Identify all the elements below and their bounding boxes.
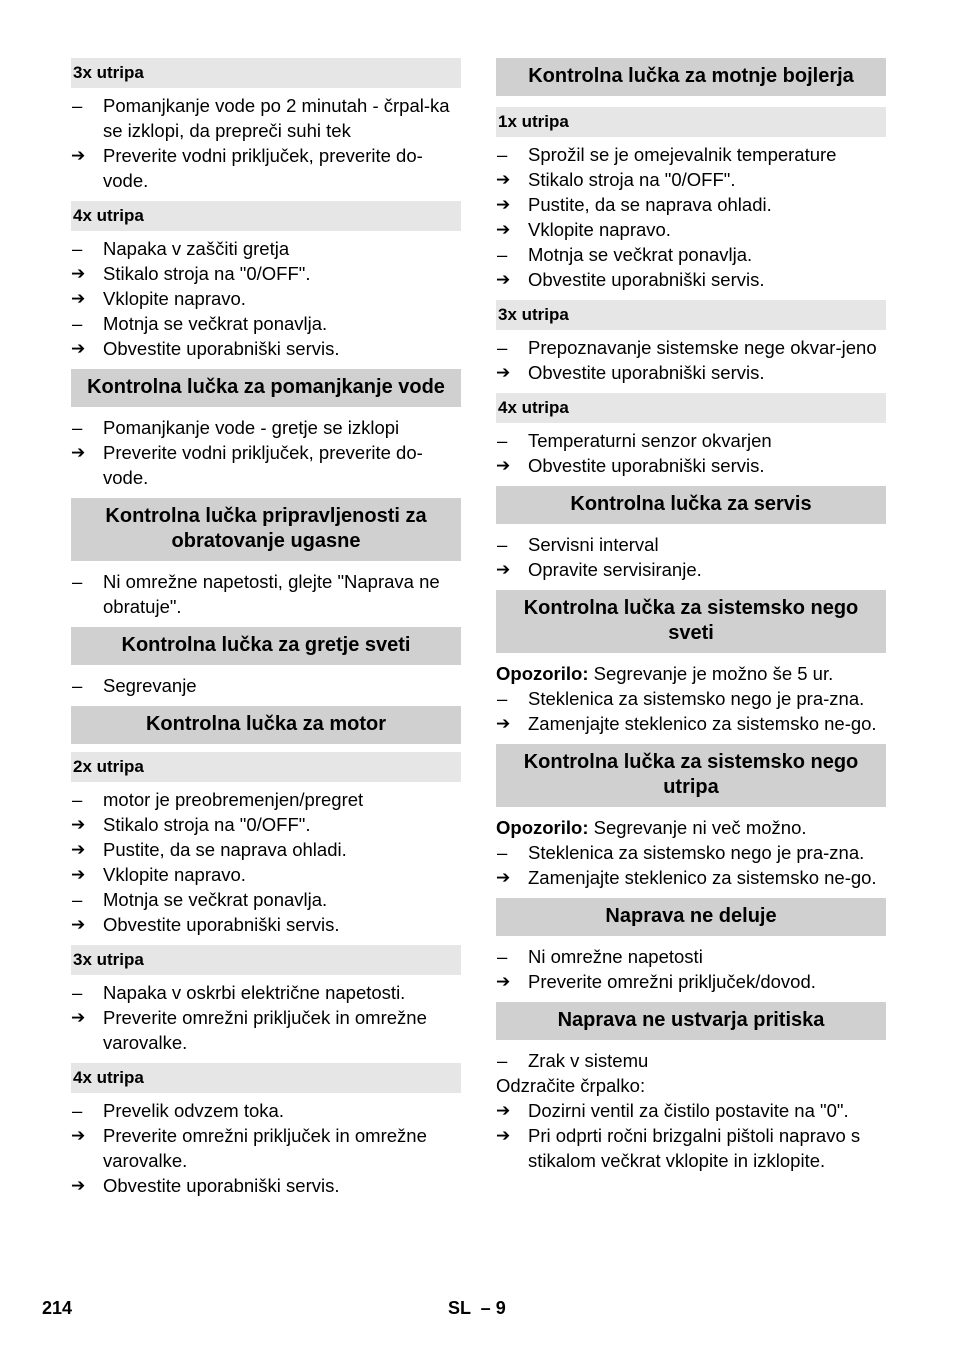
subheading: 4x utripa bbox=[496, 393, 886, 423]
dash-icon: – bbox=[72, 313, 83, 334]
arrow-right-icon: ➔ bbox=[71, 1176, 86, 1195]
dash-icon: – bbox=[497, 946, 508, 967]
section-heading: Kontrolna lučka za motnje bojlerja bbox=[496, 58, 886, 96]
list-item: ➔ Obvestite uporabniški servis. bbox=[71, 914, 340, 935]
list-item: ➔ Obvestite uporabniški servis. bbox=[71, 1175, 340, 1196]
dash-icon: – bbox=[497, 688, 508, 709]
subheading: 4x utripa bbox=[71, 1063, 461, 1093]
arrow-right-icon: ➔ bbox=[496, 170, 511, 189]
list-item: – Napaka v zaščiti gretja bbox=[72, 238, 290, 259]
list-item: ➔ Preverite omrežni priključek in omrežne varovalke. bbox=[71, 1125, 427, 1171]
list-item: – Pomanjkanje vode - gretje se izklopi bbox=[72, 417, 400, 438]
arrow-right-icon: ➔ bbox=[71, 1126, 86, 1145]
arrow-right-icon: ➔ bbox=[71, 264, 86, 283]
arrow-right-icon: ➔ bbox=[71, 289, 86, 308]
warning-note bbox=[496, 661, 886, 686]
warning-note bbox=[496, 815, 886, 840]
list-item: – Steklenica za sistemsko nego je pra-zna. bbox=[497, 842, 865, 863]
arrow-right-icon: ➔ bbox=[496, 456, 511, 475]
section-heading: Kontrolna lučka za sistemsko nego utripa bbox=[496, 744, 886, 807]
arrow-right-icon: ➔ bbox=[71, 915, 86, 934]
dash-icon: – bbox=[72, 95, 83, 116]
section-heading: Kontrolna lučka za pomanjkanje vode bbox=[71, 369, 461, 407]
arrow-right-icon: ➔ bbox=[496, 714, 511, 733]
dash-icon: – bbox=[72, 571, 83, 592]
list-item: ➔ Dozirni ventil za čistilo postavite na "0". bbox=[496, 1100, 849, 1121]
page-label: SL – 9 bbox=[448, 1298, 506, 1318]
list-item: – Servisni interval bbox=[497, 534, 659, 555]
list-item: ➔ Obvestite uporabniški servis. bbox=[496, 455, 765, 476]
list-item: ➔ Pri odprti ročni brizgalni pištoli napravo s stikalom večkrat vklopite in izklopite. bbox=[496, 1125, 861, 1171]
arrow-right-icon: ➔ bbox=[496, 363, 511, 382]
arrow-right-icon: ➔ bbox=[71, 815, 86, 834]
arrow-right-icon: ➔ bbox=[496, 270, 511, 289]
subheading: 3x utripa bbox=[496, 300, 886, 330]
arrow-right-icon: ➔ bbox=[496, 1126, 511, 1145]
list-item: – Zrak v sistemu bbox=[497, 1050, 649, 1071]
dash-icon: – bbox=[72, 675, 83, 696]
dash-icon: – bbox=[497, 244, 508, 265]
section-heading: Kontrolna lučka za servis bbox=[496, 486, 886, 524]
list-item: – motor je preobremenjen/pregret bbox=[72, 789, 364, 810]
list-item: ➔ Preverite omrežni priključek in omrežne varovalke. bbox=[71, 1007, 427, 1053]
list-item: ➔ Stikalo stroja na "0/OFF". bbox=[71, 814, 311, 835]
warning-text: Segrevanje je možno še 5 ur. bbox=[588, 663, 834, 684]
dash-icon: – bbox=[497, 1050, 508, 1071]
list-item: ➔ Zamenjajte steklenico za sistemsko ne-go. bbox=[496, 713, 877, 734]
list-item: ➔ Vklopite napravo. bbox=[71, 288, 246, 309]
list-item: ➔ Preverite vodni priključek, preverite do-vode. bbox=[71, 442, 423, 488]
list-item: ➔ Obvestite uporabniški servis. bbox=[496, 362, 765, 383]
arrow-right-icon: ➔ bbox=[496, 560, 511, 579]
list-item: ➔ Stikalo stroja na "0/OFF". bbox=[71, 263, 311, 284]
list-item: ➔ Stikalo stroja na "0/OFF". bbox=[496, 169, 736, 190]
arrow-right-icon: ➔ bbox=[71, 339, 86, 358]
dash-icon: – bbox=[72, 238, 83, 259]
section-heading: Kontrolna lučka za motor bbox=[71, 706, 461, 744]
list-item: – Prepoznavanje sistemske nege okvar-jeno bbox=[497, 337, 877, 358]
dash-icon: – bbox=[497, 144, 508, 165]
list-item: – Motnja se večkrat ponavlja. bbox=[72, 313, 328, 334]
arrow-right-icon: ➔ bbox=[71, 1008, 86, 1027]
arrow-right-icon: ➔ bbox=[71, 146, 86, 165]
list-item: ➔ Pustite, da se naprava ohladi. bbox=[496, 194, 772, 215]
right-column bbox=[496, 58, 886, 1173]
subheading: 2x utripa bbox=[71, 752, 461, 782]
list-item: – Prevelik odvzem toka. bbox=[72, 1100, 284, 1121]
dash-icon: – bbox=[497, 842, 508, 863]
list-item: ➔ Obvestite uporabniški servis. bbox=[496, 269, 765, 290]
list-item: – Steklenica za sistemsko nego je pra-zna. bbox=[497, 688, 865, 709]
list-item: – Sprožil se je omejevalnik temperature bbox=[497, 144, 837, 165]
warning-label: Opozorilo: bbox=[496, 663, 589, 684]
left-column bbox=[71, 58, 461, 1198]
dash-icon: – bbox=[497, 430, 508, 451]
subheading: 4x utripa bbox=[71, 201, 461, 231]
list-item: – Motnja se večkrat ponavlja. bbox=[497, 244, 753, 265]
arrow-right-icon: ➔ bbox=[496, 220, 511, 239]
arrow-right-icon: ➔ bbox=[496, 972, 511, 991]
list-item: ➔ Zamenjajte steklenico za sistemsko ne-go. bbox=[496, 867, 877, 888]
list-item: – Motnja se večkrat ponavlja. bbox=[72, 889, 328, 910]
arrow-right-icon: ➔ bbox=[496, 1101, 511, 1120]
list-item: ➔ Opravite servisiranje. bbox=[496, 559, 702, 580]
list-item: – Ni omrežne napetosti, glejte "Naprava ne obratuje". bbox=[72, 571, 440, 617]
list-item: – Pomanjkanje vode po 2 minutah - črpal-ka se izklopi, da prepreči suhi tek bbox=[72, 95, 450, 141]
arrow-right-icon: ➔ bbox=[496, 195, 511, 214]
dash-icon: – bbox=[72, 1100, 83, 1121]
warning-label: Opozorilo: bbox=[496, 817, 589, 838]
arrow-right-icon: ➔ bbox=[71, 840, 86, 859]
list-item: ➔ Pustite, da se naprava ohladi. bbox=[71, 839, 347, 860]
section-heading: Naprava ne ustvarja pritiska bbox=[496, 1002, 886, 1040]
arrow-right-icon: ➔ bbox=[496, 868, 511, 887]
arrow-right-icon: ➔ bbox=[71, 865, 86, 884]
subheading: 1x utripa bbox=[496, 107, 886, 137]
subheading: 3x utripa bbox=[71, 945, 461, 975]
list-item: ➔ Preverite omrežni priključek/dovod. bbox=[496, 971, 816, 992]
list-item: – Segrevanje bbox=[72, 675, 197, 696]
list-item: – Ni omrežne napetosti bbox=[497, 946, 703, 967]
section-heading: Kontrolna lučka pripravljenosti za obratovanje ugasne bbox=[71, 498, 461, 561]
subheading: 3x utripa bbox=[71, 58, 461, 88]
dash-icon: – bbox=[72, 789, 83, 810]
list-item: ➔ Preverite vodni priključek, preverite do-vode. bbox=[71, 145, 423, 191]
list-item: ➔ Obvestite uporabniški servis. bbox=[71, 338, 340, 359]
arrow-right-icon: ➔ bbox=[71, 443, 86, 462]
warning-text: Segrevanje ni več možno. bbox=[588, 817, 807, 838]
dash-icon: – bbox=[72, 417, 83, 438]
list-item: – Temperaturni senzor okvarjen bbox=[497, 430, 772, 451]
dash-icon: – bbox=[72, 982, 83, 1003]
section-heading: Kontrolna lučka za sistemsko nego sveti bbox=[496, 590, 886, 653]
dash-icon: – bbox=[497, 337, 508, 358]
section-heading: Kontrolna lučka za gretje sveti bbox=[71, 627, 461, 665]
list-item: ➔ Vklopite napravo. bbox=[496, 219, 671, 240]
instruction-text: Odzračite črpalko: bbox=[496, 1075, 646, 1096]
list-item: – Napaka v oskrbi električne napetosti. bbox=[72, 982, 406, 1003]
page-number: 214 bbox=[42, 1298, 73, 1318]
dash-icon: – bbox=[72, 889, 83, 910]
list-item: ➔ Vklopite napravo. bbox=[71, 864, 246, 885]
dash-icon: – bbox=[497, 534, 508, 555]
section-heading: Naprava ne deluje bbox=[496, 898, 886, 936]
